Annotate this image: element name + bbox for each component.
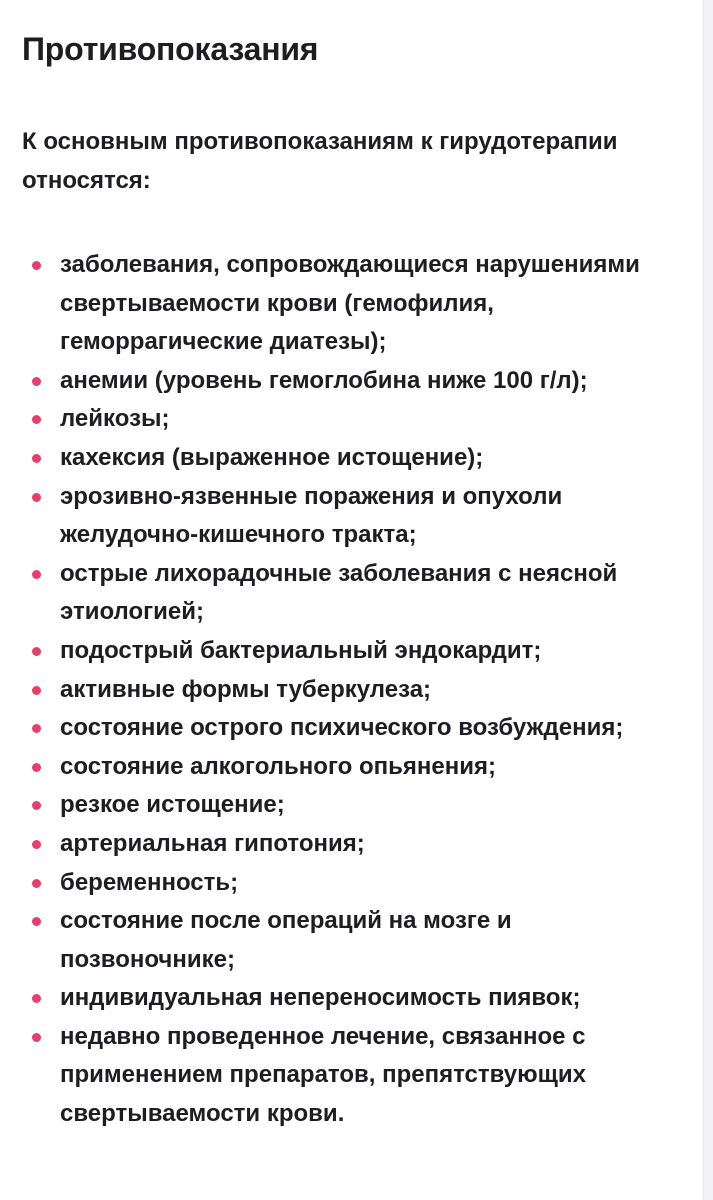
contraindications-list [22, 246, 703, 1134]
list-item-text: активные формы туберкулеза; [60, 675, 432, 703]
list-item-text: резкое истощение; [60, 791, 285, 819]
list-item [22, 864, 690, 903]
list-item [22, 555, 690, 632]
bullet-dot-icon [32, 801, 41, 810]
bullet-dot-icon [32, 917, 41, 926]
list-item-text: состояние острого психического возбуждения; [60, 714, 624, 742]
bullet-dot-icon [32, 493, 41, 502]
bullet-dot-icon [32, 686, 41, 695]
list-item [22, 825, 690, 864]
list-item-text: индивидуальная непереносимость пиявок; [60, 984, 581, 1012]
bullet-dot-icon [32, 763, 41, 772]
list-item-text: состояние после операций на мозге и позвоночнике; [60, 907, 512, 973]
list-item [22, 632, 690, 671]
list-item [22, 1018, 690, 1134]
bullet-dot-icon [32, 261, 41, 270]
list-item [22, 979, 690, 1018]
list-item [22, 362, 690, 401]
intro-paragraph: К основным противопоказаниям к гирудотерапии относятся: [22, 128, 618, 194]
list-item [22, 902, 690, 979]
list-item-text: эрозивно-язвенные поражения и опухоли желудочно-кишечного тракта; [60, 482, 563, 549]
bullet-dot-icon [32, 1033, 41, 1042]
list-item [22, 671, 690, 710]
list-item-text: подострый бактериальный эндокардит; [60, 636, 542, 664]
bullet-dot-icon [32, 570, 41, 579]
bullet-dot-icon [32, 724, 41, 733]
list-item [22, 786, 690, 825]
list-item [22, 246, 690, 362]
bullet-dot-icon [32, 879, 41, 888]
list-item-text: лейкозы; [60, 405, 170, 433]
list-item [22, 400, 690, 439]
list-item [22, 709, 690, 748]
bullet-dot-icon [32, 994, 41, 1003]
bullet-dot-icon [32, 377, 41, 386]
list-item-text: артериальная гипотония; [60, 829, 365, 857]
bullet-dot-icon [32, 647, 41, 656]
list-item-text: кахексия (выраженное истощение); [60, 443, 484, 471]
list-item-text: острые лихорадочные заболевания с неясной этиологией; [60, 559, 618, 626]
list-item [22, 748, 690, 787]
list-item-text: состояние алкогольного опьянения; [60, 752, 496, 780]
list-item-text: заболевания, сопровождающиеся нарушениями свертываемости крови (гемофилия, геморрагические диатезы); [60, 251, 640, 356]
section-heading: Противопоказания [22, 31, 319, 67]
bullet-dot-icon [32, 415, 41, 424]
bullet-dot-icon [32, 454, 41, 463]
list-item-text: анемии (уровень гемоглобина ниже 100 г/л); [60, 366, 588, 394]
list-item [22, 478, 690, 555]
bullet-dot-icon [32, 840, 41, 849]
list-item-text: беременность; [60, 868, 239, 896]
list-item [22, 439, 690, 478]
list-item-text: недавно проведенное лечение, связанное с применением препаратов, препятствующих свертываемости крови. [60, 1022, 586, 1128]
